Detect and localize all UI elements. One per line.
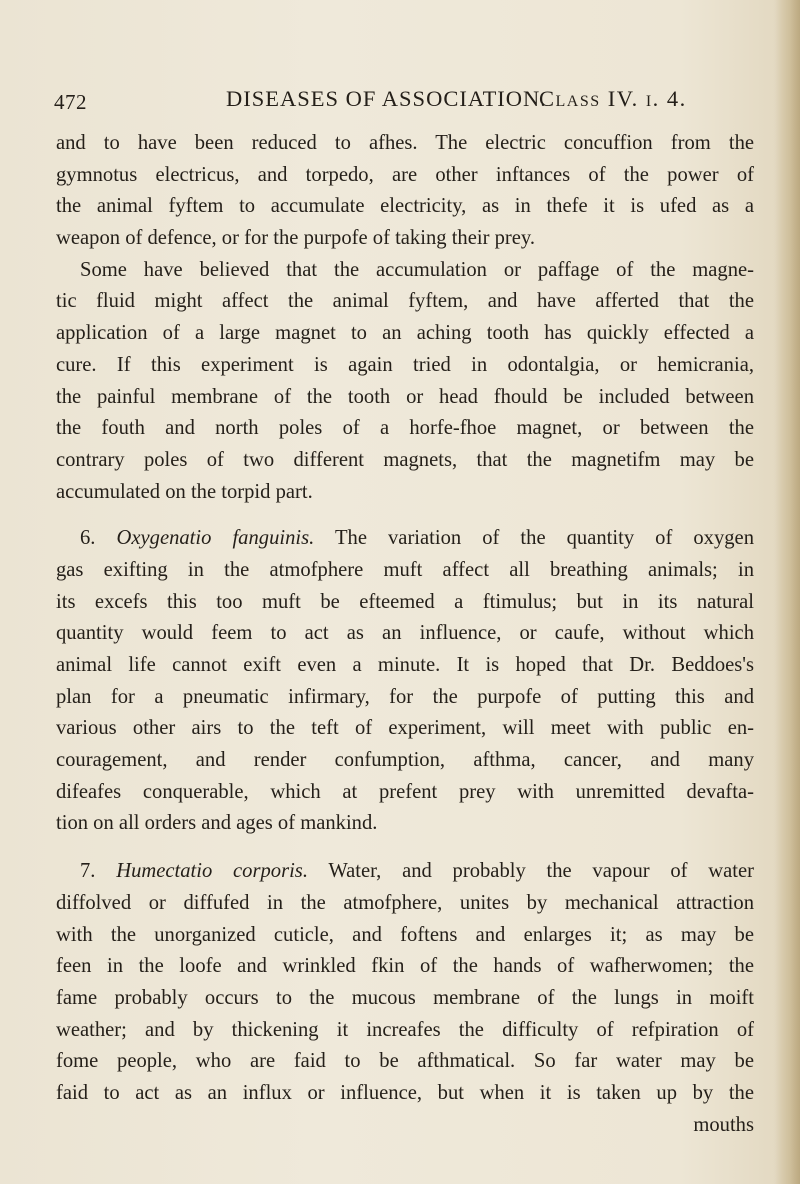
text-line: [56, 523, 754, 555]
text-line: tion on all orders and ages of mankind.: [56, 812, 378, 835]
text-line: faid to act as an influx or influence, but when it is taken up by the: [56, 1081, 754, 1104]
section-title: Humectatio corporis.: [116, 860, 308, 883]
text-line: contrary poles of two different magnets, that the magnetifm may be: [56, 448, 754, 471]
page-header: [54, 84, 752, 118]
paragraph: [56, 128, 754, 255]
body-text: [56, 128, 754, 1141]
text-line: tic fluid might affect the animal fyftem, and have afferted that the: [56, 290, 754, 313]
text-line: animal life cannot exift even a minute. It is hoped that Dr. Beddoes's: [56, 654, 754, 676]
text-line: weapon of defence, or for the purpofe of taking their prey.: [56, 227, 535, 250]
page-number: 472: [54, 90, 87, 114]
section-first-line: Water, and probably the vapour of water: [328, 860, 754, 883]
catchword: mouths: [693, 1113, 754, 1136]
text-line: various other airs to the teft of experiment, will meet with public en-: [56, 717, 754, 740]
text-line: [56, 856, 754, 888]
page-edge-shadow: [774, 0, 800, 1184]
section-number: 7.: [80, 860, 96, 883]
text-line: gas exifting in the atmofphere muft affect all breathing animals; in: [56, 558, 754, 581]
text-line: fome people, who are faid to be afthmatical. So far water may be: [56, 1050, 754, 1073]
text-line: weather; and by thickening it increafes the difficulty of refpiration of: [56, 1018, 754, 1041]
text-line: quantity would feem to act as an influence, or caufe, without which: [56, 622, 754, 645]
text-line: gymnotus electricus, and torpedo, are other inftances of the power of: [56, 163, 754, 186]
section-7-paragraph: [56, 856, 754, 1141]
text-line: with the unorganized cuticle, and foftens and enlarges it; as may be: [56, 923, 754, 946]
text-line: plan for a pneumatic infirmary, for the purpofe of putting this and: [56, 685, 754, 708]
text-line: difeafes conquerable, which at prefent prey with unremitted devafta-: [56, 780, 754, 803]
text-line: diffolved or diffufed in the atmofphere, unites by mechanical attraction: [56, 891, 754, 914]
section-6-paragraph: [56, 523, 754, 840]
running-title: DISEASES OF ASSOCIATION.: [226, 86, 547, 111]
text-line: and to have been reduced to afhes. The electric concuffion from the: [56, 132, 754, 154]
text-line: the painful membrane of the tooth or head fhould be included between: [56, 385, 754, 408]
section-number: 6.: [80, 527, 96, 550]
text-line: the animal fyftem to accumulate electricity, as in thefe it is ufed as a: [56, 195, 754, 218]
text-line: accumulated on the torpid part.: [56, 480, 313, 503]
text-line: fame probably occurs to the mucous membrane of the lungs in moift: [56, 986, 754, 1009]
text-line: couragement, and render confumption, afthma, cancer, and many: [56, 749, 754, 772]
paragraph: [56, 255, 754, 509]
text-line: feen in the loofe and wrinkled fkin of the hands of wafherwomen; the: [56, 955, 754, 978]
section-title: Oxygenatio fanguinis.: [116, 527, 315, 550]
text-line: Some have believed that the accumulation or paffage of the magne-: [80, 258, 754, 281]
text-line: its excefs this too muft be efteemed a ftimulus; but in its natural: [56, 590, 754, 613]
text-line: application of a large magnet to an aching tooth has quickly effected a: [56, 322, 754, 345]
class-reference: Class IV. i. 4.: [539, 86, 687, 111]
text-line: cure. If this experiment is again tried in odontalgia, or hemicrania,: [56, 353, 754, 376]
section-first-line: The variation of the quantity of oxygen: [334, 527, 754, 550]
text-line: the fouth and north poles of a horfe-fhoe magnet, or between the: [56, 417, 754, 440]
